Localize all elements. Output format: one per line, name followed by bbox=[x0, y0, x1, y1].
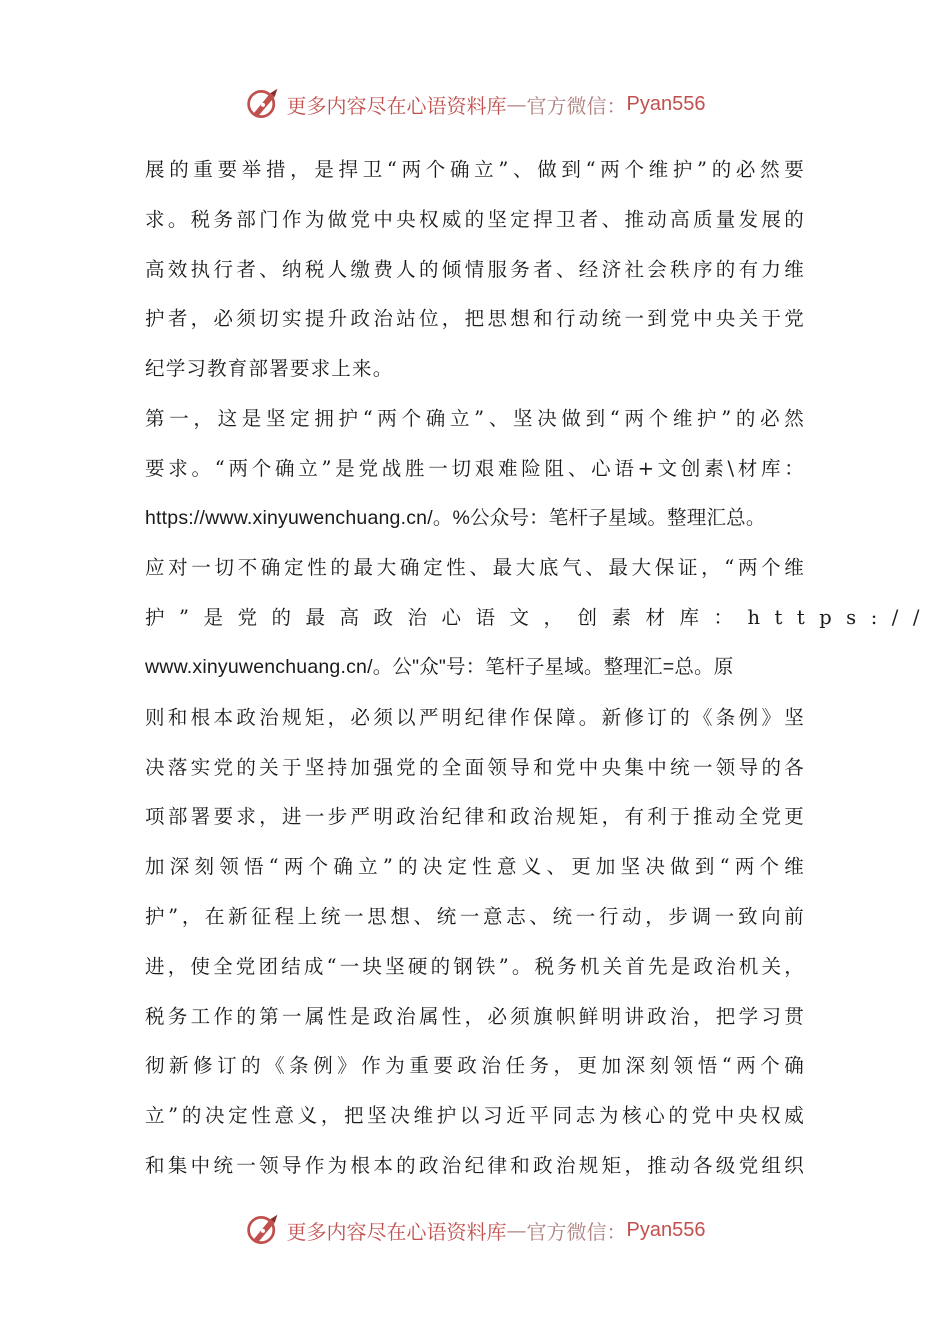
watermark-wechat-label: 官方微信： bbox=[526, 1219, 627, 1244]
body-line-1: 展的重要举措，是捍卫“两个确立”、做到“两个维护”的必然要 bbox=[145, 158, 805, 181]
body-line-5: 纪学习教育部署要求上来。 bbox=[145, 357, 394, 381]
body-line-16: 护”，在新征程上统一思想、统一意志、统一行动，步调一致向前 bbox=[145, 904, 805, 928]
watermark-dash: — bbox=[506, 1218, 527, 1242]
body-line-15: 加深刻领悟“两个确立”的决定性意义、更加坚决做到“两个维 bbox=[145, 855, 805, 879]
body-line-2: 求。税务部门作为做党中央权威的坚定捍卫者、推动高质量发展的 bbox=[145, 207, 805, 231]
body-line-3: 高效执行者、纳税人缴费人的倾情服务者、经济社会秩序的有力维 bbox=[145, 257, 805, 281]
body-line-4: 护者，必须切实提升政治站位，把思想和行动统一到党中央关于党 bbox=[145, 307, 805, 331]
body-line-9: 应对一切不确定性的最大确定性、最大底气、最大保证，“两个维 bbox=[145, 556, 805, 580]
body-line-7: 要求。“两个确立”是党战胜一切艰难险阻、心语+文创素\材库： bbox=[145, 456, 805, 480]
body-line-10: 护”是党的最高政治心语文，创素材库：https:// bbox=[145, 606, 934, 630]
body-line-21: 和集中统一领导作为根本的政治纪律和政治规矩，推动各级党组织 bbox=[145, 1153, 805, 1177]
watermark-wechat-id: Pyan556 bbox=[626, 1218, 706, 1241]
body-line-12: 则和根本政治规矩，必须以严明纪律作保障。新修订的《条例》坚 bbox=[145, 705, 805, 729]
watermark-wechat-id: Pyan556 bbox=[626, 92, 706, 115]
watermark-site-name: 更多内容尽在心语资料库 bbox=[286, 1219, 507, 1244]
body-line-19: 彻新修订的《条例》作为重要政治任务，更加深刻领悟“两个确 bbox=[145, 1054, 805, 1078]
document-body bbox=[145, 145, 934, 1191]
header-watermark bbox=[0, 82, 950, 126]
body-line-8: https://www.xinyuwenchuang.cn/。%公众号：笔杆子星域。整理汇总。 bbox=[145, 506, 766, 529]
watermark-dash: — bbox=[506, 92, 527, 116]
body-line-14: 项部署要求，进一步严明政治纪律和政治规矩，有利于推动全党更 bbox=[145, 805, 805, 829]
body-line-13: 决落实党的关于坚持加强党的全面领导和党中央集中统一领导的各 bbox=[145, 755, 805, 779]
watermark-wechat-label: 官方微信： bbox=[526, 93, 627, 118]
footer-watermark bbox=[0, 1208, 950, 1252]
body-line-18: 税务工作的第一属性是政治属性，必须旗帜鲜明讲政治，把学习贯 bbox=[145, 1004, 805, 1028]
pen-nib-logo-icon bbox=[245, 1212, 281, 1248]
watermark-site-name: 更多内容尽在心语资料库 bbox=[286, 93, 507, 118]
body-line-17: 进，使全党团结成“一块坚硬的钢铁”。税务机关首先是政治机关， bbox=[145, 954, 805, 978]
pen-nib-logo-icon bbox=[245, 86, 281, 122]
body-line-11: www.xinyuwenchuang.cn/。公"众"号：笔杆子星域。整理汇=总。原 bbox=[145, 655, 734, 678]
body-line-20: 立”的决定性意义，把坚决维护以习近平同志为核心的党中央权威 bbox=[145, 1104, 805, 1128]
body-line-6: 第一，这是坚定拥护“两个确立”、坚决做到“两个维护”的必然 bbox=[145, 406, 805, 430]
